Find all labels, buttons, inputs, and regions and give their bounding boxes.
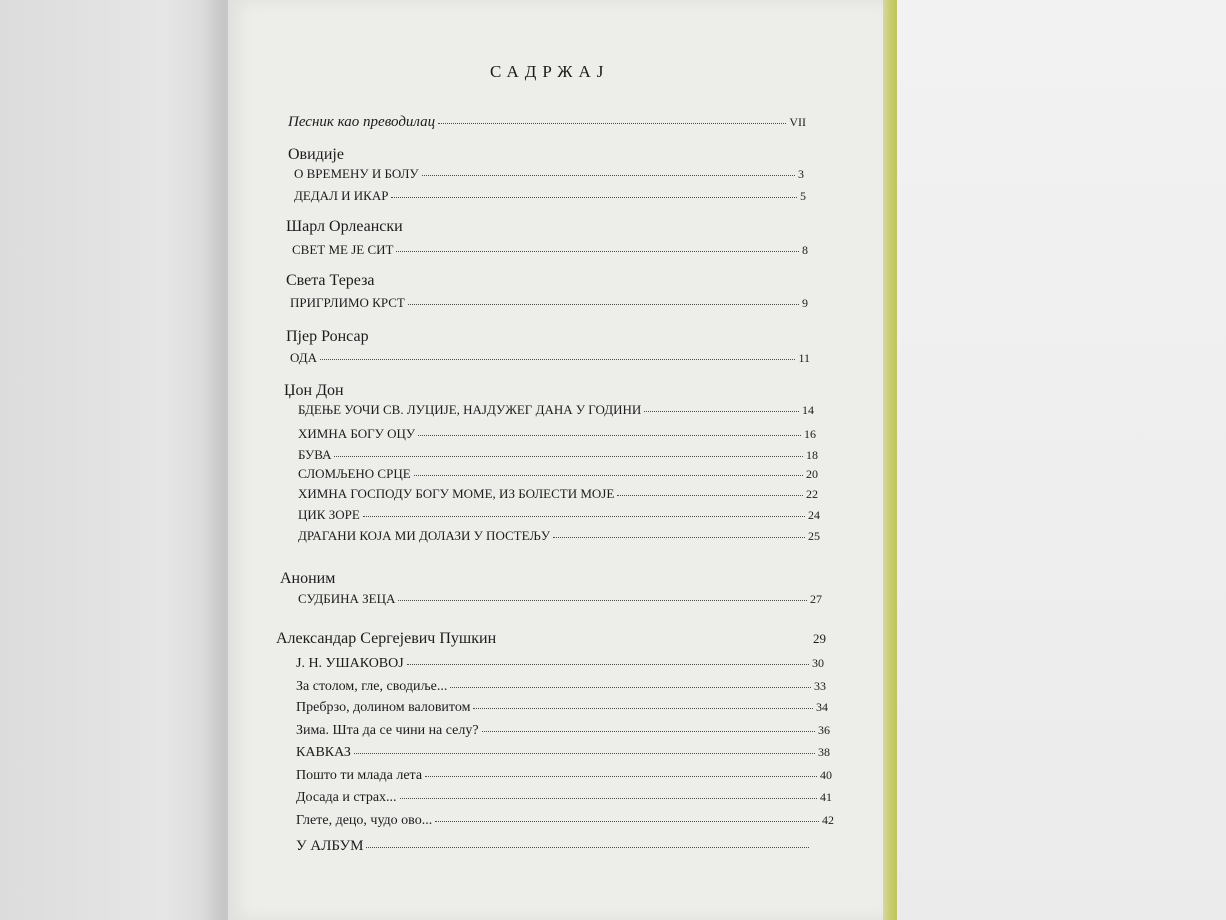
author-name: Света Тереза: [286, 272, 375, 289]
leader-dots: [482, 730, 815, 732]
entry-title: СЛОМЉЕНО СРЦЕ: [298, 466, 411, 481]
leader-dots: [408, 303, 799, 305]
entry-page: 18: [806, 448, 818, 462]
book-cover-edge: [883, 0, 897, 920]
entry-page: 30: [812, 656, 824, 670]
toc-entry: [298, 528, 820, 544]
toc-entry: [298, 486, 818, 502]
toc-entry: [298, 447, 818, 463]
leader-dots: [354, 752, 815, 754]
toc-entry: [292, 242, 808, 258]
entry-title: ДЕДАЛ И ИКАР: [294, 188, 389, 203]
entry-page: 22: [806, 487, 818, 501]
leader-dots: [425, 775, 817, 777]
entry-title: Зима. Шта да се чини на селу?: [296, 723, 479, 738]
toc-entry-author: [276, 630, 826, 648]
entry-page: 14: [802, 403, 814, 417]
author-name: Александар Сергејевич Пушкин: [276, 630, 497, 647]
entry-page: 9: [802, 296, 808, 310]
entry-page: 24: [808, 508, 820, 522]
entry-title: О ВРЕМЕНУ И БОЛУ: [294, 166, 419, 181]
entry-title: Пошто ти млада лета: [296, 768, 423, 783]
author-name: Аноним: [280, 570, 336, 587]
leader-dots: [400, 797, 817, 799]
toc-entry: [290, 295, 808, 311]
toc-entry: [298, 507, 820, 523]
entry-title: ДРАГАНИ КОЈА МИ ДОЛАЗИ У ПОСТЕЉУ: [298, 528, 551, 543]
entry-page: 5: [800, 189, 806, 203]
toc-entry: [296, 723, 830, 739]
leader-dots: [334, 455, 803, 457]
leader-space: [499, 640, 810, 641]
entry-title: ЦИК ЗОРЕ: [298, 507, 360, 522]
toc-entry: [294, 188, 806, 204]
toc-entry: [296, 679, 826, 695]
entry-title: За столом, гле, сводиље...: [296, 679, 448, 694]
leader-dots: [644, 410, 799, 412]
leader-dots: [617, 494, 803, 496]
entry-page: 41: [820, 790, 832, 804]
toc-entry: [296, 768, 832, 784]
entry-page: 36: [818, 723, 830, 737]
leader-dots: [435, 820, 819, 822]
entry-title: ПРИГРЛИМО КРСТ: [290, 295, 405, 310]
leader-dots: [473, 707, 813, 709]
entry-page: 11: [798, 351, 810, 365]
entry-title: Песник као преводилац: [288, 114, 436, 130]
leader-dots: [366, 846, 809, 848]
leader-dots: [320, 358, 795, 360]
toc-entry: [294, 166, 804, 182]
leader-dots: [438, 122, 786, 124]
toc-entry: [296, 745, 830, 761]
leader-dots: [422, 174, 795, 176]
entry-title: ОДА: [290, 350, 317, 365]
leader-dots: [414, 474, 803, 476]
leader-dots: [363, 515, 805, 517]
leader-dots: [391, 196, 797, 198]
leader-dots: [407, 663, 809, 665]
entry-page: 38: [818, 745, 830, 759]
toc-entry: [296, 838, 812, 855]
author-name: Пјер Ронсар: [286, 328, 369, 345]
entry-title: У АЛБУМ: [296, 838, 364, 854]
entry-page: 3: [798, 167, 804, 181]
entry-page: 27: [810, 592, 822, 606]
entry-page: 16: [804, 427, 816, 441]
toc-entry: [296, 790, 832, 806]
toc-entry: [298, 402, 814, 418]
table-surface: [897, 0, 1226, 920]
entry-title: Досада и страх...: [296, 790, 397, 805]
entry-title: Ј. Н. УШАКОВОЈ: [296, 656, 404, 671]
entry-page: 29: [813, 631, 826, 646]
toc-entry: [296, 700, 828, 716]
entry-title: КАВКАЗ: [296, 745, 351, 760]
entry-title: Глете, децо, чудо ово...: [296, 813, 433, 828]
leader-dots: [553, 536, 805, 538]
author-name: Овидије: [288, 146, 344, 163]
toc-entry: [298, 466, 818, 482]
author-name: Шарл Орлеански: [286, 218, 403, 235]
toc-title: САДРЖАЈ: [490, 62, 610, 81]
entry-page: 34: [816, 700, 828, 714]
entry-page: 20: [806, 467, 818, 481]
entry-title: ХИМНА ГОСПОДУ БОГУ МОМЕ, ИЗ БОЛЕСТИ МОЈЕ: [298, 486, 615, 501]
entry-title: СВЕТ МЕ ЈЕ СИТ: [292, 242, 394, 257]
entry-title: БУВА: [298, 447, 332, 462]
entry-page: VII: [789, 115, 806, 129]
toc-entry: [298, 591, 822, 607]
toc-entry: [298, 426, 816, 442]
toc-entry-preface: [288, 114, 806, 131]
toc-entry: [296, 656, 824, 672]
leader-dots: [398, 599, 807, 601]
entry-page: 8: [802, 243, 808, 257]
entry-page: 33: [814, 679, 826, 693]
entry-page: 25: [808, 529, 820, 543]
author-name: Џон Дон: [284, 382, 344, 399]
leader-dots: [396, 250, 799, 252]
toc-entry: [296, 813, 834, 829]
toc-entry: [290, 350, 810, 366]
entry-page: 42: [822, 813, 834, 827]
entry-title: БДЕЊЕ УОЧИ СВ. ЛУЦИЈЕ, НАЈДУЖЕГ ДАНА У ГОДИНИ: [298, 402, 642, 417]
entry-title: ХИМНА БОГУ ОЦУ: [298, 426, 416, 441]
leader-dots: [418, 434, 801, 436]
leader-dots: [450, 686, 811, 688]
entry-page: 40: [820, 768, 832, 782]
entry-title: Пребрзо, долином валовитом: [296, 700, 471, 715]
entry-title: СУДБИНА ЗЕЦА: [298, 591, 396, 606]
